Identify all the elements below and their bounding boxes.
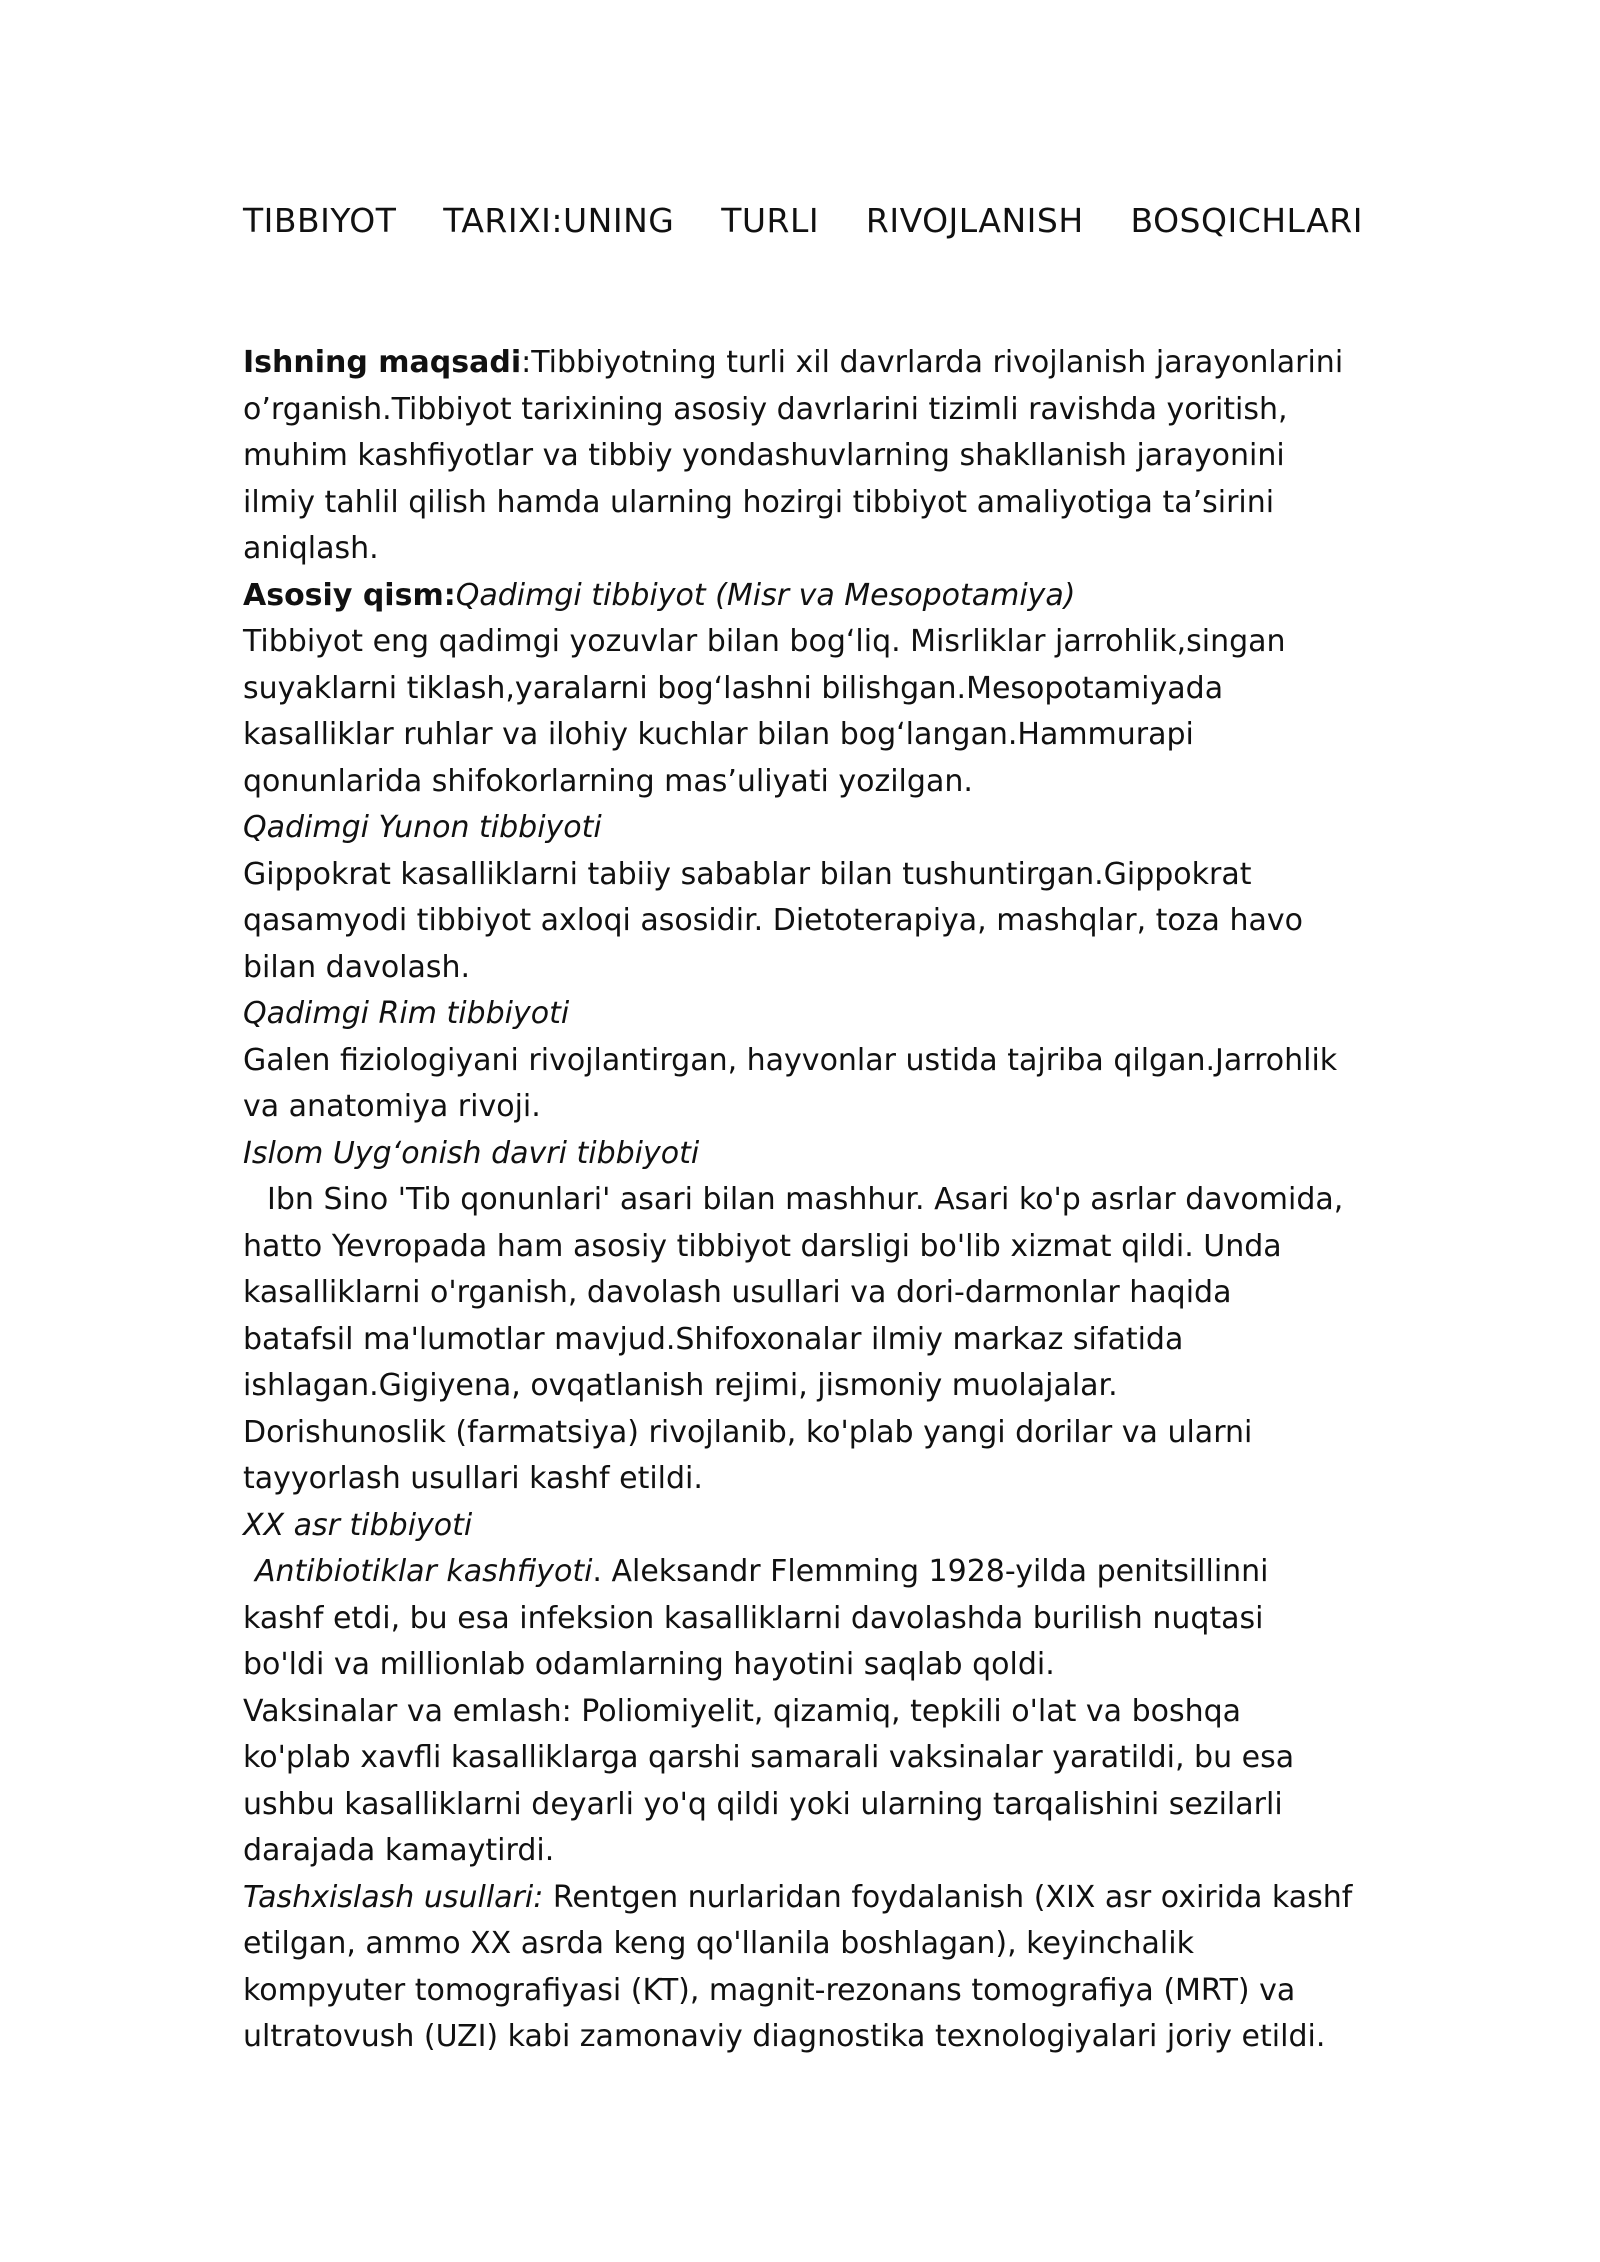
text-run: kashf etdi, bu esa infeksion kasalliklarni davolashda burilish nuqtasi — [243, 1600, 1264, 1636]
text-line — [243, 526, 1383, 573]
text-line — [243, 1363, 1383, 1410]
text-run: suyaklarni tiklash,yaralarni bogʻlashni bilishgan.Mesopotamiyada — [243, 670, 1224, 706]
italic-text: Islom Uygʻonish davri tibbiyoti — [243, 1135, 700, 1171]
text-line — [243, 991, 1383, 1038]
title-word: BOSQICHLARI — [1130, 201, 1363, 240]
text-run: ushbu kasalliklarni deyarli yo'q qildi yoki ularning tarqalishini sezilarli — [243, 1786, 1283, 1822]
bold-heading: Asosiy qism: — [243, 577, 456, 613]
text-line — [243, 387, 1383, 434]
text-line — [243, 1735, 1383, 1782]
italic-text: Qadimgi tibbiyot (Misr va Mesopotamiya) — [455, 577, 1076, 613]
text-line — [243, 573, 1383, 620]
text-line — [243, 1828, 1383, 1875]
text-line — [243, 1038, 1383, 1085]
document-body — [243, 340, 1383, 2061]
text-run: Tibbiyot eng qadimgi yozuvlar bilan bogʻliq. Misrliklar jarrohlik,singan — [243, 624, 1286, 659]
text-run: ko'plab xavfli kasalliklarga qarshi samarali vaksinalar yaratildi, bu esa — [243, 1740, 1295, 1775]
title-word: RIVOJLANISH — [865, 201, 1084, 240]
italic-text: Qadimgi Yunon tibbiyoti — [243, 810, 602, 845]
text-line — [243, 898, 1383, 945]
text-run: aniqlash. — [243, 531, 379, 566]
text-run: hatto Yevropada ham asosiy tibbiyot darsligi bo'lib xizmat qildi. Unda — [243, 1228, 1282, 1264]
text-run: kasalliklar ruhlar va ilohiy kuchlar bilan bogʻlangan.Hammurapi — [243, 717, 1194, 752]
text-run: Gippokrat kasalliklarni tabiiy sabablar bilan tushuntirgan.Gippokrat — [243, 856, 1252, 892]
text-line — [243, 1689, 1383, 1736]
text-run: o’rganish.Tibbiyot tarixining asosiy davrlarini tizimli ravishda yoritish, — [243, 391, 1288, 427]
text-run: qasamyodi tibbiyot axloqi asosidir. Dietoterapiya, mashqlar, toza havo — [243, 903, 1303, 938]
text-line — [243, 1317, 1383, 1364]
text-line — [243, 759, 1383, 806]
text-run: ishlagan.Gigiyena, ovqatlanish rejimi, jismoniy muolajalar. — [243, 1368, 1118, 1403]
text-line — [243, 1224, 1383, 1271]
text-line — [243, 1270, 1383, 1317]
text-run: Vaksinalar va emlash: Poliomiyelit, qizamiq, tepkili o'lat va boshqa — [243, 1693, 1242, 1729]
text-run: etilgan, ammo XX asrda keng qo'llanila boshlagan), keyinchalik — [243, 1926, 1194, 1961]
italic-text: Antibiotiklar kashfiyoti — [255, 1554, 593, 1589]
italic-text: XX asr tibbiyoti — [243, 1507, 473, 1543]
italic-text: Tashxislash usullari: — [243, 1879, 544, 1915]
text-run: . Aleksandr Flemming 1928-yilda penitsillinni — [592, 1554, 1269, 1589]
text-line — [243, 1875, 1383, 1922]
text-run: kasalliklarni o'rganish, davolash usullari va dori-darmonlar haqida — [243, 1275, 1232, 1310]
text-run: :Tibbiyotning turli xil davrlarda rivojlanish jarayonlarini — [521, 345, 1344, 380]
text-run: ultratovush (UZI) kabi zamonaviy diagnostika texnologiyalari joriy etildi. — [243, 2019, 1326, 2054]
text-run: muhim kashfiyotlar va tibbiy yondashuvlarning shakllanish jarayonini — [243, 438, 1285, 473]
text-line — [243, 340, 1383, 387]
text-run: bilan davolash. — [243, 949, 471, 985]
text-line — [243, 1921, 1383, 1968]
title-word: TURLI — [721, 201, 820, 240]
text-line — [243, 1549, 1383, 1596]
text-run: kompyuter tomografiyasi (KT), magnit-rezonans tomografiya (MRT) va — [243, 1972, 1296, 2008]
text-run: Galen fiziologiyani rivojlantirgan, hayvonlar ustida tajriba qilgan.Jarrohlik — [243, 1042, 1338, 1078]
text-run: tayyorlash usullari kashf etildi. — [243, 1461, 703, 1496]
bold-heading: Ishning maqsadi — [243, 345, 522, 380]
text-line — [243, 2014, 1383, 2061]
text-run: qonunlarida shifokorlarning mas’uliyati yozilgan. — [243, 763, 973, 799]
text-line — [243, 852, 1383, 899]
text-run: darajada kamaytirdi. — [243, 1833, 555, 1868]
text-line — [243, 480, 1383, 527]
title-word: TARIXI:UNING — [443, 201, 675, 240]
text-run: Ibn Sino 'Tib qonunlari' asari bilan mashhur. Asari ko'p asrlar davomida, — [267, 1182, 1344, 1217]
text-line — [243, 712, 1383, 759]
text-line — [243, 1596, 1383, 1643]
text-line — [243, 1782, 1383, 1829]
text-line — [243, 1131, 1383, 1178]
document-title — [243, 196, 1363, 246]
text-run: batafsil ma'lumotlar mavjud.Shifoxonalar ilmiy markaz sifatida — [243, 1321, 1184, 1357]
text-run: Dorishunoslik (farmatsiya) rivojlanib, ko'plab yangi dorilar va ularni — [243, 1414, 1253, 1450]
text-line — [243, 666, 1383, 713]
title-word: TIBBIYOT — [243, 201, 397, 240]
text-line — [243, 945, 1383, 992]
text-line — [243, 619, 1383, 666]
italic-text: Qadimgi Rim tibbiyoti — [243, 996, 570, 1031]
text-line — [243, 1410, 1383, 1457]
text-line — [243, 805, 1383, 852]
text-run: va anatomiya rivoji. — [243, 1089, 541, 1124]
text-run: ilmiy tahlil qilish hamda ularning hozirgi tibbiyot amaliyotiga ta’sirini — [243, 484, 1275, 520]
text-line — [243, 1968, 1383, 2015]
text-line — [243, 1177, 1383, 1224]
text-line — [243, 1456, 1383, 1503]
text-run: Rentgen nurlaridan foydalanish (XIX asr oxirida kashf — [543, 1879, 1353, 1915]
text-line — [243, 1642, 1383, 1689]
text-line — [243, 433, 1383, 480]
text-run: bo'ldi va millionlab odamlarning hayotini saqlab qoldi. — [243, 1647, 1055, 1682]
text-line — [243, 1084, 1383, 1131]
text-line — [243, 1503, 1383, 1550]
